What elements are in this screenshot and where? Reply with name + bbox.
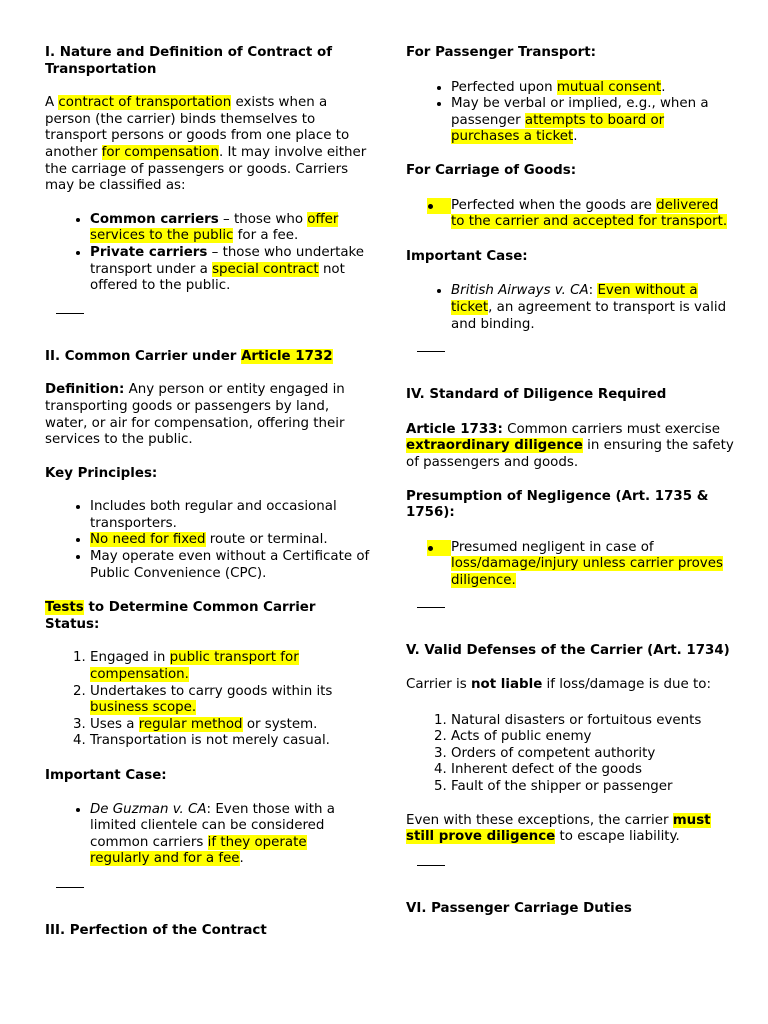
list-item: • De Guzman v. CA: Even those with a limited clientele can be considered common carriers if they operate regularly and for a fee. — [90, 802, 370, 868]
bullet-list — [406, 540, 736, 590]
list-item: 1. Engaged in public transport for compensation. — [90, 650, 370, 683]
list-item: • Private carriers – those who undertake transport under a special contract not offered to the public. — [90, 245, 370, 295]
bullet-list — [406, 80, 736, 146]
bullet-list — [45, 802, 370, 868]
list-item: 3. Uses a regular method or system. — [90, 717, 370, 734]
subheading: Presumption of Negligence (Art. 1735 & 1756): — [406, 488, 709, 521]
subheading: Key Principles: — [45, 465, 158, 481]
numbered-list — [45, 650, 370, 750]
list-item: • Includes both regular and occasional transporters. — [90, 499, 370, 532]
subheading: For Passenger Transport: — [406, 45, 596, 60]
bullet-list — [406, 198, 736, 231]
list-item: 5. Fault of the shipper or passenger — [451, 779, 736, 796]
highlighted-bullet-icon — [427, 540, 451, 556]
subheading: Tests to Determine Common Carrier Status: — [45, 600, 316, 632]
section-heading: VI. Passenger Carriage Duties — [406, 900, 632, 916]
highlighted-bullet-icon — [427, 198, 451, 214]
bullet-list — [45, 499, 370, 582]
left-column — [45, 45, 370, 940]
list-item: • Perfected upon mutual consent. — [451, 80, 736, 97]
section-heading: IV. Standard of Diligence Required — [406, 387, 667, 403]
list-item: • British Airways v. CA: Even without a ticket, an agreement to transport is valid and binding. — [451, 283, 736, 333]
list-item: 4. Transportation is not merely casual. — [90, 733, 370, 750]
list-item: • May operate even without a Certificate of Public Convenience (CPC). — [90, 549, 370, 582]
paragraph: Even with these exceptions, the carrier must still prove diligence to escape liability. — [406, 812, 711, 845]
list-item: Presumed negligent in case of loss/damage/injury unless carrier proves diligence. — [451, 540, 736, 590]
bullet-list — [45, 212, 370, 295]
list-item: 1. Natural disasters or fortuitous events — [451, 713, 736, 730]
section-heading: I. Nature and Definition of Contract of Transportation — [45, 45, 333, 77]
list-item: 3. Orders of competent authority — [451, 746, 736, 763]
paragraph: A contract of transportation exists when a person (the carrier) binds themselves to transport persons or goods from one place to another for compensation. It may involve either the carriage of passengers or goods. Carriers may be classified as: — [45, 95, 367, 194]
paragraph: Carrier is not liable if loss/damage is due to: — [406, 677, 711, 693]
section-heading: III. Perfection of the Contract — [45, 922, 267, 938]
section-heading: II. Common Carrier under Article 1732 — [45, 348, 333, 364]
right-column — [406, 45, 736, 917]
section-heading: V. Valid Defenses of the Carrier (Art. 1734) — [406, 643, 730, 659]
list-item: • No need for fixed route or terminal. — [90, 532, 370, 549]
list-item: • May be verbal or implied, e.g., when a passenger attempts to board or purchases a ticket. — [451, 96, 736, 146]
subheading: Important Case: — [406, 248, 528, 264]
subheading: For Carriage of Goods: — [406, 162, 577, 178]
list-item: Perfected when the goods are delivered to the carrier and accepted for transport. — [451, 198, 736, 231]
numbered-list — [406, 713, 736, 796]
subheading: Important Case: — [45, 768, 167, 783]
paragraph: Definition: Any person or entity engaged in transporting goods or passengers by land, water, or air for compensation, offering their services to the public. — [45, 382, 345, 448]
bullet-list — [406, 283, 736, 333]
list-item: 2. Acts of public enemy — [451, 729, 736, 746]
list-item: 2. Undertakes to carry goods within its business scope. — [90, 684, 370, 717]
list-item: 4. Inherent defect of the goods — [451, 762, 736, 779]
paragraph: Article 1733: Common carriers must exercise extraordinary diligence in ensuring the safety of passengers and goods. — [406, 421, 734, 470]
list-item: • Common carriers – those who offer services to the public for a fee. — [90, 212, 370, 245]
